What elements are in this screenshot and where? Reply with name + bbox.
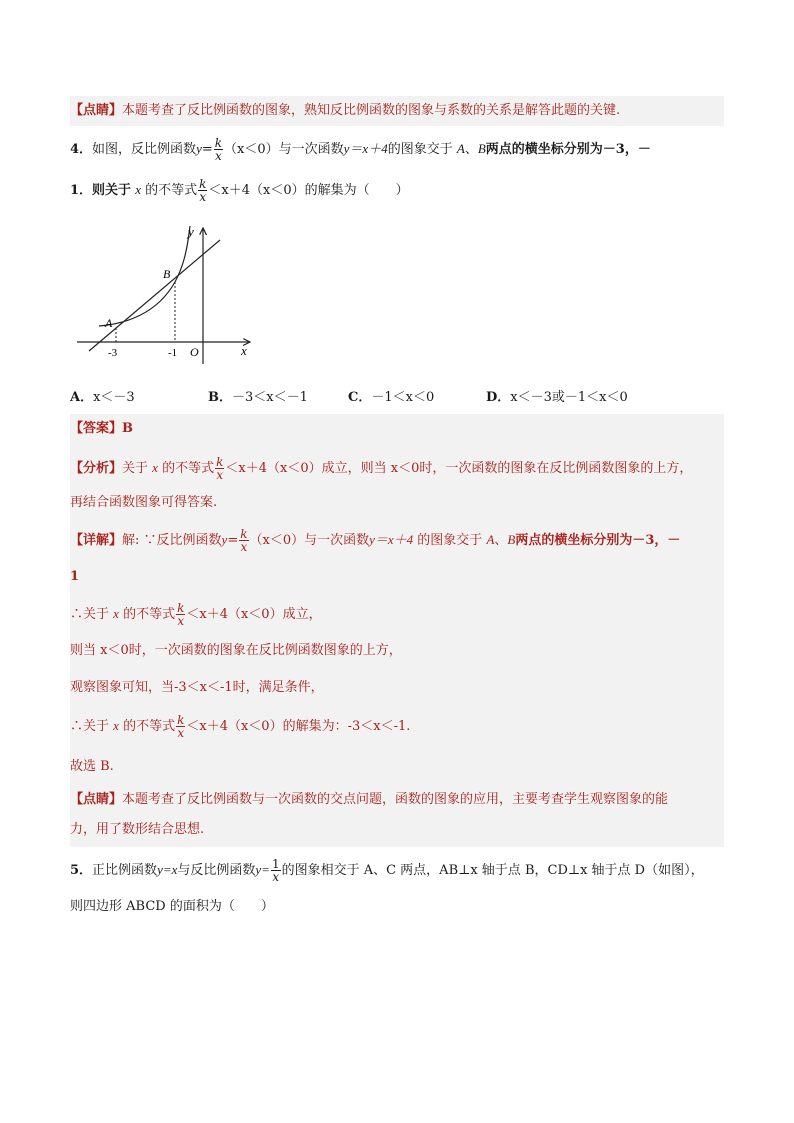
q5-text: 的图象相交于 A、C 两点，AB⊥x 轴于点 B，CD⊥x 轴于点 D（如图）， xyxy=(281,863,704,878)
detail-line-2 xyxy=(70,566,724,588)
q5-text: 正比例函数 xyxy=(92,863,158,878)
numerator: k xyxy=(216,455,224,469)
q4-text-f: 的不等式 xyxy=(145,183,198,198)
detail-text: 的不等式 xyxy=(123,719,176,734)
answer-text: B xyxy=(122,421,134,436)
inequality: ＜x＋4（x＜0） xyxy=(208,183,305,198)
q4-text-c: 的图象交于 xyxy=(387,142,453,157)
option-letter: A． xyxy=(70,390,94,405)
option-text: x＜－3 xyxy=(93,390,135,405)
comment-block-1 xyxy=(70,96,724,126)
var-y: y xyxy=(196,141,202,156)
detail-text: 观察图象可知，当-3＜x＜-1时，满足条件， xyxy=(70,680,324,695)
option-letter: B． xyxy=(208,390,232,405)
var-x: x xyxy=(135,182,141,197)
detail-line-6 xyxy=(70,712,724,740)
separator: 、 xyxy=(494,533,508,548)
var-x: x xyxy=(113,606,119,621)
option-text: －1＜x＜0 xyxy=(371,390,435,405)
tick-label-m1: -1 xyxy=(168,347,178,359)
comment-tag: 【点睛】 xyxy=(70,103,123,118)
point-b-label: B xyxy=(163,267,171,281)
analysis-text: ＜x＋4（x＜0）成立，则当 xyxy=(225,461,387,476)
denominator: x xyxy=(216,468,224,482)
var-y-equals: y= xyxy=(255,862,270,877)
numerator: k xyxy=(199,177,207,191)
q5-text: 与反比例函数 xyxy=(177,863,256,878)
denominator: x xyxy=(240,540,248,554)
numerator: k xyxy=(177,601,185,615)
proportional-function: y=x xyxy=(157,862,178,877)
analysis-text: 的不等式 xyxy=(162,461,215,476)
question-4-line-2 xyxy=(70,175,724,205)
fraction-k-over-x xyxy=(215,456,224,481)
comment-2-line-2 xyxy=(70,819,724,841)
analysis-tag: 【分析】 xyxy=(70,461,123,476)
point-b: B xyxy=(507,532,516,547)
detail-text: ＜x＋4（x＜0）的解集为：-3＜x＜-1. xyxy=(186,719,411,734)
q4-text-e: 1．则关于 xyxy=(70,183,132,198)
option-letter: D． xyxy=(486,390,511,405)
detail-text: 的图象交于 xyxy=(417,533,483,548)
point-a: A xyxy=(486,532,495,547)
comment-text: 本题考查了反比例函数的图象，熟知反比例函数的图象与系数的关系是解答此题的关键. xyxy=(122,103,621,118)
comment-text: 力，用了数形结合思想. xyxy=(70,822,205,837)
detail-text: 两点的横坐标分别为－3，－ xyxy=(515,533,681,548)
point-b: B xyxy=(477,141,486,156)
denominator: x xyxy=(272,870,280,884)
q4-text-g: 的解集为（ ） xyxy=(304,183,409,198)
detail-line-4 xyxy=(70,640,724,662)
detail-text: 解: ∵反比例函数 xyxy=(122,533,222,548)
separator: 、 xyxy=(464,142,478,157)
option-text: －3＜x＜－1 xyxy=(232,390,308,405)
question-5-line-1 xyxy=(70,855,724,885)
detail-text: 1 xyxy=(70,569,80,584)
var-x: x xyxy=(113,718,119,733)
fraction-k-over-x xyxy=(176,602,185,627)
answer-tag: 【答案】 xyxy=(70,421,123,436)
y-axis-label: y xyxy=(188,224,194,239)
detail-text: 的不等式 xyxy=(123,607,176,622)
analysis-line-2 xyxy=(70,492,724,514)
question-5-line-2 xyxy=(70,896,724,918)
question-4-line-1 xyxy=(70,134,724,164)
analysis-text: 关于 xyxy=(122,461,149,476)
point-a: A xyxy=(456,141,465,156)
option-text: x＜－3或－1＜x＜0 xyxy=(510,390,628,405)
fraction-k-over-x xyxy=(214,137,223,162)
detail-text: ∴关于 xyxy=(70,719,110,734)
answer-line xyxy=(70,418,724,440)
linear-function: y＝x＋4 xyxy=(343,141,388,156)
detail-text: 故选 B. xyxy=(70,759,114,774)
denominator: x xyxy=(215,149,222,163)
numerator: k xyxy=(240,527,248,541)
fraction-k-over-x xyxy=(239,528,248,553)
option-c xyxy=(348,388,434,408)
detail-line-3 xyxy=(70,600,724,628)
var-y: y xyxy=(221,532,228,547)
option-d xyxy=(486,388,628,408)
condition: （x＜0） xyxy=(224,142,279,157)
analysis-line-1 xyxy=(70,454,724,482)
fraction-1-over-x xyxy=(271,858,281,883)
comment-text: 本题考查了反比例函数与一次函数的交点问题，函数的图象的应用，主要考查学生观察图象的能 xyxy=(122,792,669,807)
detail-text: ＜x＋4（x＜0）成立， xyxy=(186,607,322,622)
detail-line-7 xyxy=(70,756,724,778)
numerator: k xyxy=(177,713,185,727)
option-b xyxy=(208,388,308,408)
question-number: 5． xyxy=(70,863,93,878)
option-letter: C． xyxy=(348,390,372,405)
question-number: 4． xyxy=(70,142,93,157)
fraction-k-over-x xyxy=(198,178,207,203)
origin-label: O xyxy=(190,345,199,359)
q4-text-a: 如图，反比例函数 xyxy=(92,142,197,157)
hyperbola-curve xyxy=(99,226,190,326)
linear-line xyxy=(89,240,220,351)
comment-2-line-1 xyxy=(70,789,724,811)
equals: = xyxy=(201,142,213,157)
numerator: k xyxy=(214,136,223,150)
var-x: x xyxy=(152,460,158,475)
q4-text-d: 两点的横坐标分别为－3，－ xyxy=(485,142,651,157)
detail-text: （x＜0）与一次函数 xyxy=(249,533,370,548)
q5-text: 则四边形 ABCD 的面积为（ ） xyxy=(70,899,274,914)
denominator: x xyxy=(177,614,185,628)
equals: = xyxy=(227,533,239,548)
linear-function: y＝x＋4 xyxy=(369,532,414,547)
analysis-text: 再结合函数图象可得答案. xyxy=(70,495,218,510)
detail-text: 则当 x＜0时，一次函数的图象在反比例函数图象的上方， xyxy=(70,643,402,658)
tick-label-m3: -3 xyxy=(108,347,118,359)
fraction-k-over-x xyxy=(176,714,185,739)
denominator: x xyxy=(199,190,207,204)
comment-tag: 【点睛】 xyxy=(70,792,123,807)
detail-line-5 xyxy=(70,677,724,699)
x-axis-label: x xyxy=(241,343,247,358)
answer-options xyxy=(70,388,724,408)
analysis-text: x＜0时，一次函数的图象在反比例函数图象的上方， xyxy=(390,461,693,476)
denominator: x xyxy=(177,726,185,740)
detail-line-1 xyxy=(70,526,724,554)
detail-tag: 【详解】 xyxy=(70,533,123,548)
q4-text-b: 与一次函数 xyxy=(278,142,344,157)
function-graph xyxy=(75,222,260,367)
option-a xyxy=(70,388,135,408)
numerator: 1 xyxy=(271,857,280,871)
detail-text: ∴关于 xyxy=(70,607,110,622)
point-a-label: A xyxy=(105,316,113,330)
